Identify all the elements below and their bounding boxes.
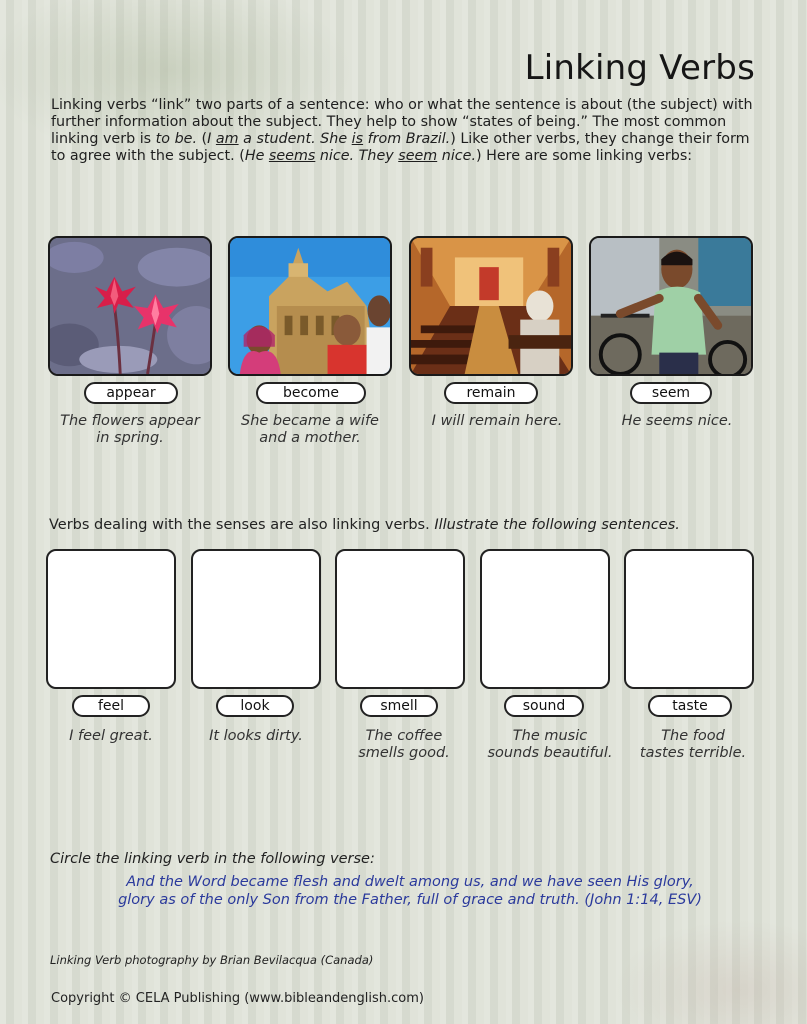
example-smell: The coffee smells good. <box>358 728 450 761</box>
verb-label-smell: smell <box>360 695 438 717</box>
example-seem: He seems nice. <box>621 413 733 429</box>
example-sound: The music sounds beautiful. <box>487 728 613 761</box>
example-feel: I feel great. <box>69 728 153 744</box>
verb-label-appear: appear <box>84 382 178 404</box>
photo-flowers <box>48 236 212 376</box>
drawing-box-smell[interactable] <box>335 549 465 689</box>
drawing-box-sound[interactable] <box>480 549 610 689</box>
photo-temple-family <box>228 236 392 376</box>
verb-label-sound: sound <box>504 695 584 717</box>
verb-label-look: look <box>216 695 294 717</box>
verb-label-remain: remain <box>444 382 538 404</box>
verse-line-1: And the Word became flesh and dwelt among us, and we have seen His glory, <box>126 874 694 890</box>
verse-line-2: glory as of the only Son from the Father, full of grace and truth. (John 1:14, ESV) <box>118 892 702 908</box>
circle-prompt: Circle the linking verb in the following verse: <box>50 851 375 867</box>
page-title: Linking Verbs <box>524 48 755 88</box>
photo-credit: Linking Verb photography by Brian Bevilacqua (Canada) <box>50 953 374 967</box>
verb-label-feel: feel <box>72 695 150 717</box>
senses-instruction: Illustrate the following sentences. <box>434 517 680 533</box>
example-remain: I will remain here. <box>431 413 563 429</box>
verb-label-become: become <box>256 382 366 404</box>
senses-intro: Verbs dealing with the senses are also linking verbs. Illustrate the following sentences. <box>49 517 680 533</box>
example-look: It looks dirty. <box>209 728 303 744</box>
drawing-box-feel[interactable] <box>46 549 176 689</box>
example-become: She became a wife and a mother. <box>241 413 379 446</box>
drawing-box-taste[interactable] <box>624 549 754 689</box>
drawing-box-look[interactable] <box>191 549 321 689</box>
verb-label-taste: taste <box>648 695 732 717</box>
bible-verse <box>100 873 720 909</box>
photo-boy-bicycle <box>589 236 753 376</box>
verb-label-seem: seem <box>630 382 712 404</box>
example-appear: The flowers appear in spring. <box>60 413 200 446</box>
intro-paragraph: Linking verbs “link” two parts of a sentence: who or what the sentence is about (the subject) with further information about the subject. They help to show “states of being.” The most common linking verb is to be. (I am a student. She is from Brazil.) Like other verbs, they change their form to agree with the subject. (He seems nice. They seem nice.) Here are some linking verbs: <box>51 97 753 164</box>
photo-church-interior <box>409 236 573 376</box>
example-taste: The food tastes terrible. <box>639 728 747 761</box>
copyright: Copyright © CELA Publishing (www.bibleandenglish.com) <box>51 991 425 1006</box>
